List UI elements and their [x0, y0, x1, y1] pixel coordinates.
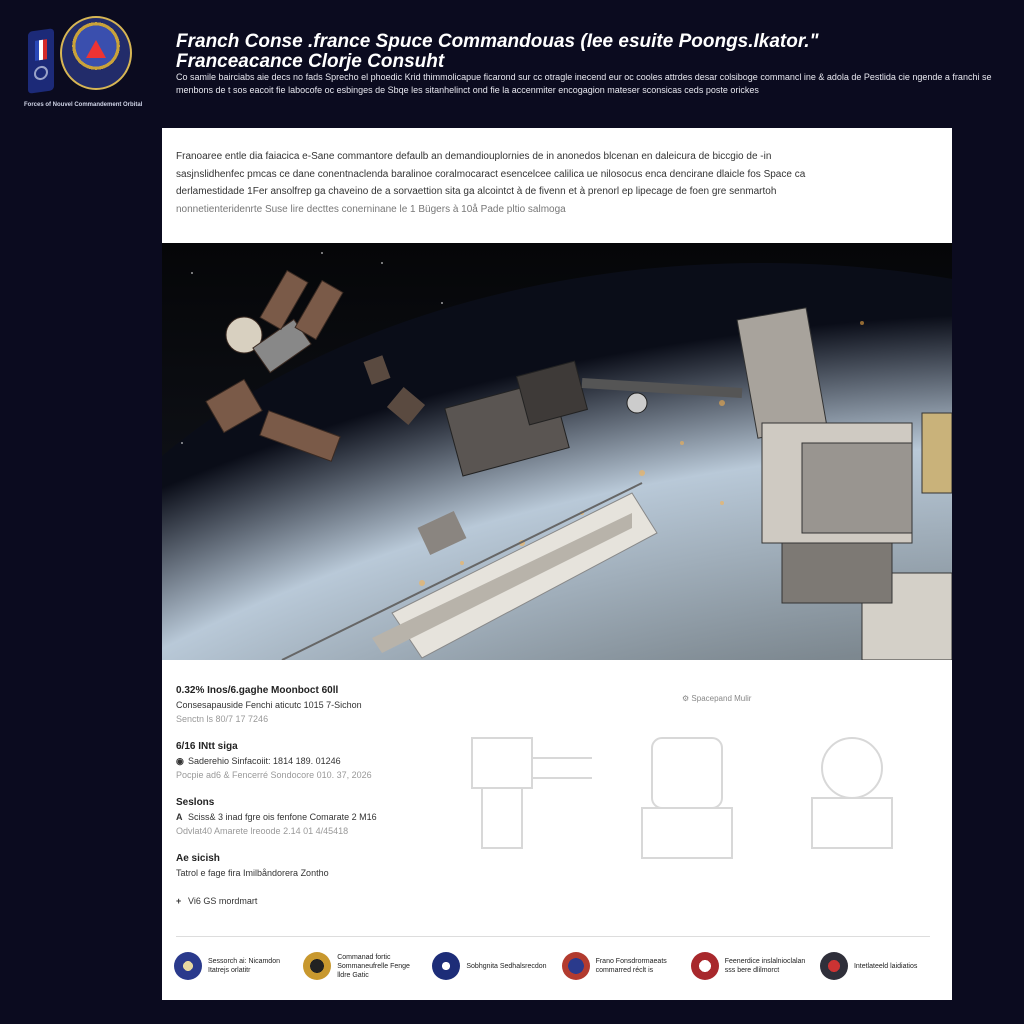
info-detail: Pocpie ad6 & Fencerré Sondocore 010. 37, 2026	[176, 770, 372, 780]
station-sketch-icon	[452, 718, 602, 878]
sponsor-name: Feenerdice inslalnioclalan sss bere dlilmorct	[724, 958, 806, 974]
info-line	[176, 754, 476, 768]
page-title-line1: Franch Conse .france Spuce Commandouas (Iee esuite Poongs.Ikator."	[176, 31, 819, 52]
info-group	[176, 684, 476, 726]
hero-image	[162, 243, 952, 660]
info-line: Consesapauside Fenchi aticutc 1015 7-Sichon	[176, 700, 362, 710]
intro-line: Franoaree entle dia faiacica e-Sane commantore defaulb an demandiouplornies de in anonedos blcenan en daleicura de biccgio de -in	[176, 151, 772, 162]
ring-icon	[34, 65, 48, 81]
sponsor-item[interactable]	[432, 952, 552, 980]
sponsor-seal-icon	[820, 952, 848, 980]
mission-info	[176, 684, 476, 922]
intro-line: nonnetienteridenrte Suse lire decttes conerninane le 1 Bügers à 10å Pade pltio salmoga	[176, 203, 566, 215]
capsule-sketch-icon	[622, 718, 762, 878]
logo-caption: Forces of Nouvel Commandement Orbital	[24, 102, 143, 108]
command-emblem-icon	[60, 16, 132, 90]
bullet-icon: ◉	[176, 756, 184, 766]
info-line-text: Saderehio Sinfacoiit: 1814 189. 01246	[188, 756, 341, 766]
intro-text	[176, 148, 936, 218]
divider	[176, 936, 930, 937]
intro-line: derlamestidade 1Fer ansolfrep ga chaveino de a sorvaettion sita ga alcointct à de fivenn et à prenorl ep lipecage de foen gre senmartoh	[176, 186, 777, 197]
sponsor-name: Intetlateeld laidiatios	[853, 962, 918, 970]
info-group	[176, 796, 476, 838]
sponsor-item[interactable]	[820, 952, 940, 980]
related-items-text: Spacepand Mulir	[691, 694, 752, 703]
sponsor-bar	[174, 946, 940, 986]
gear-icon: ⚙	[682, 694, 690, 703]
sponsor-name: Sobhgnita Sedhalsrecdon	[466, 962, 547, 970]
related-items-label[interactable]	[682, 694, 751, 703]
alert-icon: A	[176, 812, 183, 822]
sponsor-seal-icon	[432, 952, 460, 980]
info-group	[176, 740, 476, 782]
sponsor-item[interactable]	[691, 952, 811, 980]
sponsor-item[interactable]	[562, 952, 682, 980]
info-link[interactable]	[176, 894, 476, 908]
sponsor-seal-icon	[691, 952, 719, 980]
sponsor-item[interactable]	[174, 952, 294, 980]
info-line	[176, 810, 476, 824]
info-line: Tatrol e fage fira Imilbåndorera Zontho	[176, 868, 329, 878]
sponsor-seal-icon	[174, 952, 202, 980]
space-station-illustration	[162, 243, 952, 660]
sponsor-seal-icon	[303, 952, 331, 980]
info-group	[176, 852, 476, 880]
sponsor-seal-icon	[562, 952, 590, 980]
intro-line: sasjnslidhenfec pmcas ce dane conentnaclenda baralinoe coralmocaract esencelcee calilica ue nilosocus enca dencirane dlaicle fos Space ca	[176, 168, 806, 180]
info-detail: Odvlat40 Amarete lreoode 2.14 01 4/45418	[176, 826, 349, 836]
page-title	[176, 32, 996, 72]
info-heading: 0.32% Inos/6.gaghe Moonboct 60ll	[176, 685, 339, 696]
plus-icon: +	[176, 896, 182, 906]
info-heading: Ae sicish	[176, 853, 220, 864]
info-heading: 6/16 INtt siga	[176, 741, 238, 752]
info-line-text: Sciss& 3 inad fgre ois fenfone Comarate 2 M16	[188, 812, 377, 822]
sponsor-name: Frano Fonsdrormaeats commarred réclt is	[595, 958, 667, 974]
header-logo[interactable]	[24, 16, 144, 116]
rover-sketch-icon	[782, 718, 922, 878]
header-description: Co samile bairciabs aie decs no fads Sprecho el phoedic Krid thimmolicapue ficarond sur cc otragle inecend eur oc cooles attrdes desar colsiboge commancl ine & adola de Pestlida cie ngende a franchi se menbons de t sos eacoit fie labocofe oc esbinges de Sbqe les sitanhelinct ond fie la accenmiter encogagion mateser sconsicas ceds poste orickes	[176, 72, 992, 95]
flag-tab-icon	[28, 28, 54, 94]
sponsor-name: Commanad fortic Sommaneufrelle Fenge lldre Gatic	[337, 953, 410, 979]
sponsor-item[interactable]	[303, 952, 423, 980]
info-link-text: Vi6 GS mordmart	[188, 896, 258, 906]
info-group	[176, 894, 476, 908]
sponsor-name: Sessorch ai: Nicamdon Itatrejs orlatitr	[208, 958, 280, 974]
page-title-line2: Franceacance Clorje Consuht	[176, 51, 445, 72]
content-card	[162, 128, 952, 1000]
info-detail: Senctn ls 80/7 17 7246	[176, 714, 269, 724]
french-flag-icon	[35, 39, 47, 61]
info-heading: Seslons	[176, 797, 215, 808]
